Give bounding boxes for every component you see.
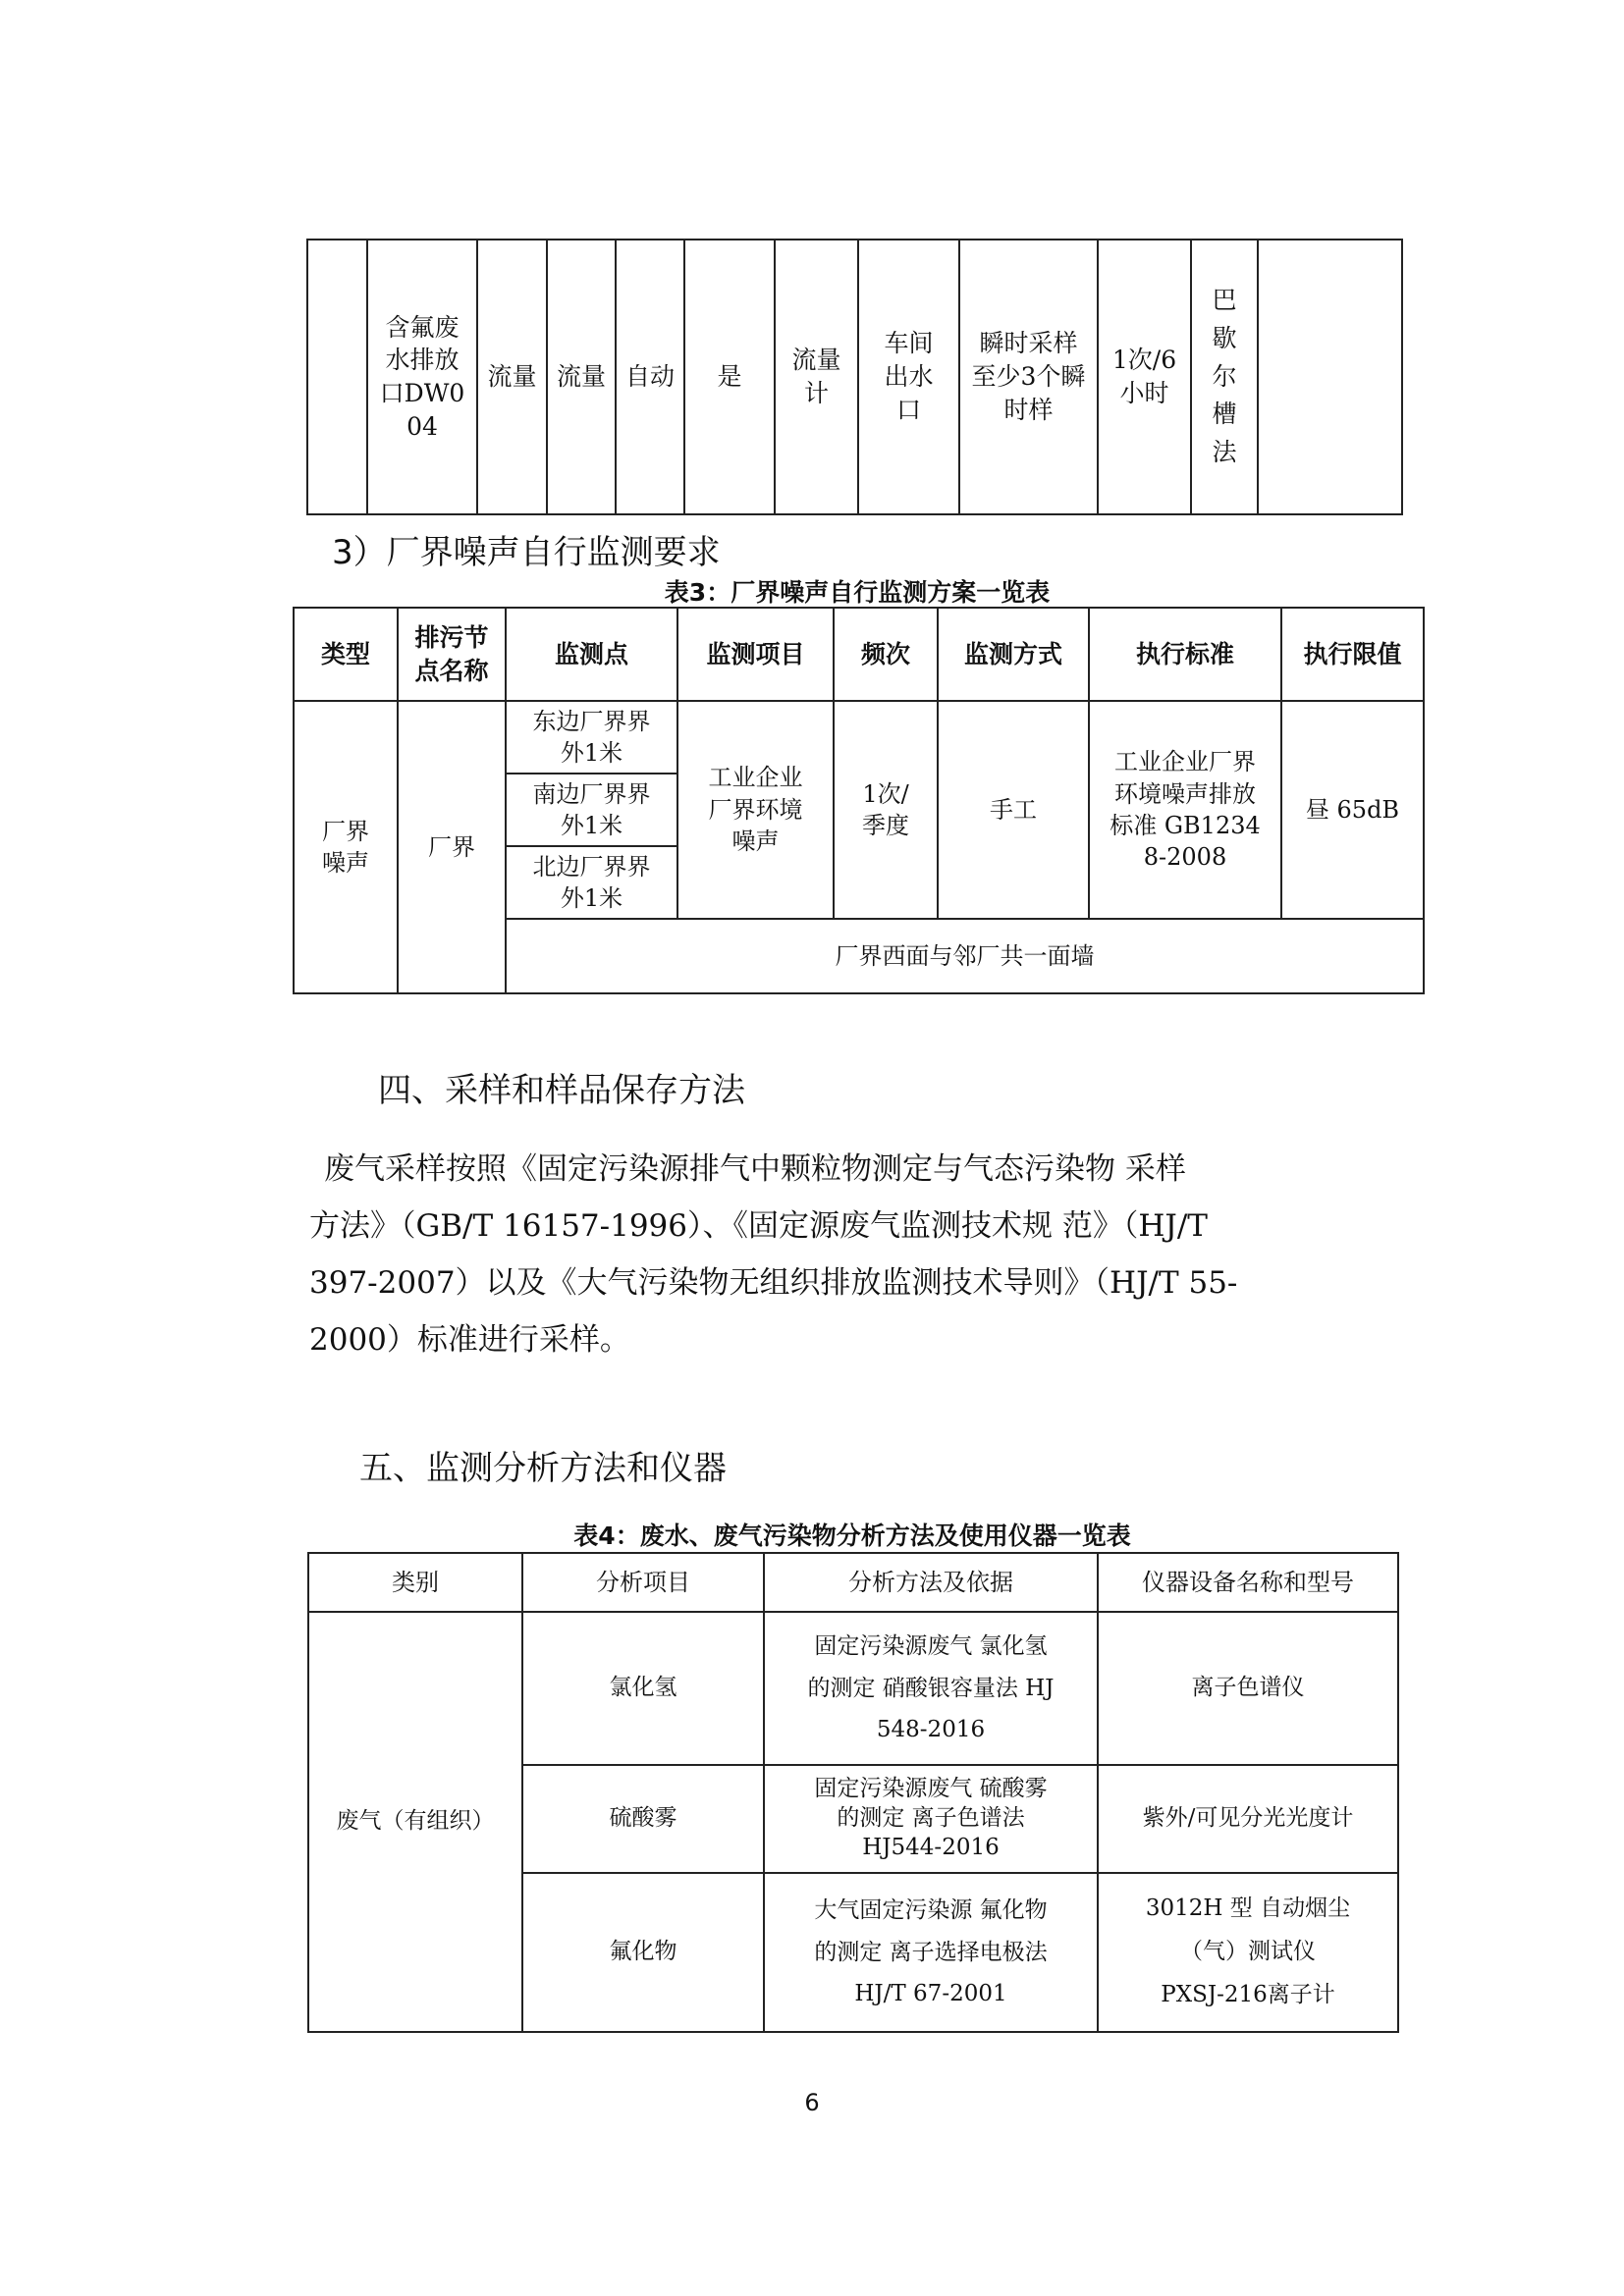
cell-item: 氯化氢 — [522, 1612, 764, 1765]
header-item: 监测项目 — [677, 608, 834, 701]
cell-instrument — [1098, 1765, 1398, 1873]
header-analysis-method: 分析方法及依据 — [764, 1553, 1098, 1612]
instrument-line: 紫外/可见分光光度计 — [1142, 1805, 1354, 1832]
method-line: 大气固定污染源 氟化物 — [814, 1897, 1048, 1924]
header-analysis-item: 分析项目 — [522, 1553, 764, 1612]
method-line: 548-2016 — [876, 1717, 986, 1743]
cell-limit: 昼 65dB — [1281, 701, 1424, 919]
section-5-heading: 五、监测分析方法和仪器 — [359, 1449, 727, 1488]
cell-item: 氟化物 — [522, 1873, 764, 2032]
header-point: 监测点 — [506, 608, 677, 701]
method-line: 固定污染源废气 硫酸雾 — [814, 1776, 1048, 1802]
cell: 瞬时采样至少3个瞬时样 — [959, 240, 1098, 514]
cell-text: 巴歇尔槽法 — [1212, 286, 1237, 467]
cell-category: 废气（有组织） — [308, 1612, 522, 2032]
header-frequency: 频次 — [834, 608, 938, 701]
method-line: 的测定 硝酸银容量法 HJ — [807, 1675, 1055, 1701]
cell-instrument — [1098, 1873, 1398, 2032]
cell-point-south: 南边厂界界外1米 — [506, 774, 677, 846]
section-4-paragraph — [309, 1141, 1409, 1368]
cell-type: 厂界噪声 — [294, 701, 398, 993]
cell-instrument — [1098, 1612, 1398, 1765]
table3-caption: 表3：厂界噪声自行监测方案一览表 — [664, 578, 1051, 607]
table4-header-row — [308, 1553, 1398, 1612]
method-line: HJ544-2016 — [862, 1834, 1000, 1860]
cell-note: 厂界西面与邻厂共一面墙 — [506, 919, 1424, 993]
cell-point-north: 北边厂界界外1米 — [506, 846, 677, 919]
header-instrument: 仪器设备名称和型号 — [1098, 1553, 1398, 1612]
section-3-title: 3）厂界噪声自行监测要求 — [332, 533, 721, 572]
instrument-line: 离子色谱仪 — [1191, 1675, 1305, 1701]
header-category: 类别 — [308, 1553, 522, 1612]
method-line: 的测定 离子色谱法 — [837, 1805, 1025, 1832]
paragraph-line: 2000）标准进行采样。 — [309, 1322, 630, 1358]
cell: 流量计 — [775, 240, 858, 514]
cell-node: 厂界 — [398, 701, 506, 993]
paragraph-line: 方法》（GB/T 16157-1996）、《固定源废气监测技术规 范》（HJ/T — [309, 1208, 1208, 1244]
header-limit: 执行限值 — [1281, 608, 1424, 701]
paragraph-line: 397-2007）以及《大气污染物无组织排放监测技术导则》（HJ/T 55- — [309, 1265, 1238, 1301]
cell-standard: 工业企业厂界环境噪声排放标准 GB12348-2008 — [1089, 701, 1281, 919]
paragraph-line: 废气采样按照《固定污染源排气中颗粒物测定与气态污染物 采样 — [324, 1151, 1186, 1187]
cell-item: 硫酸雾 — [522, 1765, 764, 1873]
table3 — [293, 607, 1425, 994]
cell: 自动 — [616, 240, 684, 514]
method-line: HJ/T 67-2001 — [854, 1981, 1007, 2007]
instrument-line: （气）测试仪 — [1180, 1939, 1316, 1965]
empty-cell — [1258, 240, 1402, 514]
instrument-line: 3012H 型 自动烟尘 — [1145, 1896, 1351, 1922]
cell: 流量 — [547, 240, 616, 514]
header-standard: 执行标准 — [1089, 608, 1281, 701]
table4-caption: 表4：废水、废气污染物分析方法及使用仪器一览表 — [573, 1522, 1131, 1550]
method-line: 的测定 离子选择电极法 — [814, 1939, 1048, 1965]
section-4-heading: 四、采样和样品保存方法 — [378, 1071, 745, 1110]
cell: 1次/6小时 — [1098, 240, 1191, 514]
table-top-continuation — [306, 239, 1403, 515]
method-line: 固定污染源废气 氯化氢 — [814, 1633, 1048, 1660]
cell: 是 — [684, 240, 775, 514]
table4 — [307, 1552, 1399, 2033]
page-number: 6 — [804, 2089, 820, 2116]
cell-point-east: 东边厂界界外1米 — [506, 701, 677, 774]
empty-cell — [307, 240, 367, 514]
table-row — [294, 701, 1424, 774]
table3-header-row — [294, 608, 1424, 701]
cell-method — [764, 1765, 1098, 1873]
header-type: 类型 — [294, 608, 398, 701]
header-method: 监测方式 — [938, 608, 1089, 701]
cell-item: 工业企业厂界环境噪声 — [677, 701, 834, 919]
cell: 车间出水口 — [858, 240, 959, 514]
cell-method: 手工 — [938, 701, 1089, 919]
cell-frequency: 1次/季度 — [834, 701, 938, 919]
cell-method — [764, 1873, 1098, 2032]
cell-method — [764, 1612, 1098, 1765]
table-row — [307, 240, 1402, 514]
instrument-line: PXSJ-216离子计 — [1161, 1981, 1335, 2007]
header-node: 排污节点名称 — [398, 608, 506, 701]
cell-outlet: 含氟废水排放口DW004 — [367, 240, 477, 514]
table-row — [308, 1612, 1398, 1765]
cell: 流量 — [477, 240, 547, 514]
cell — [1191, 240, 1258, 514]
